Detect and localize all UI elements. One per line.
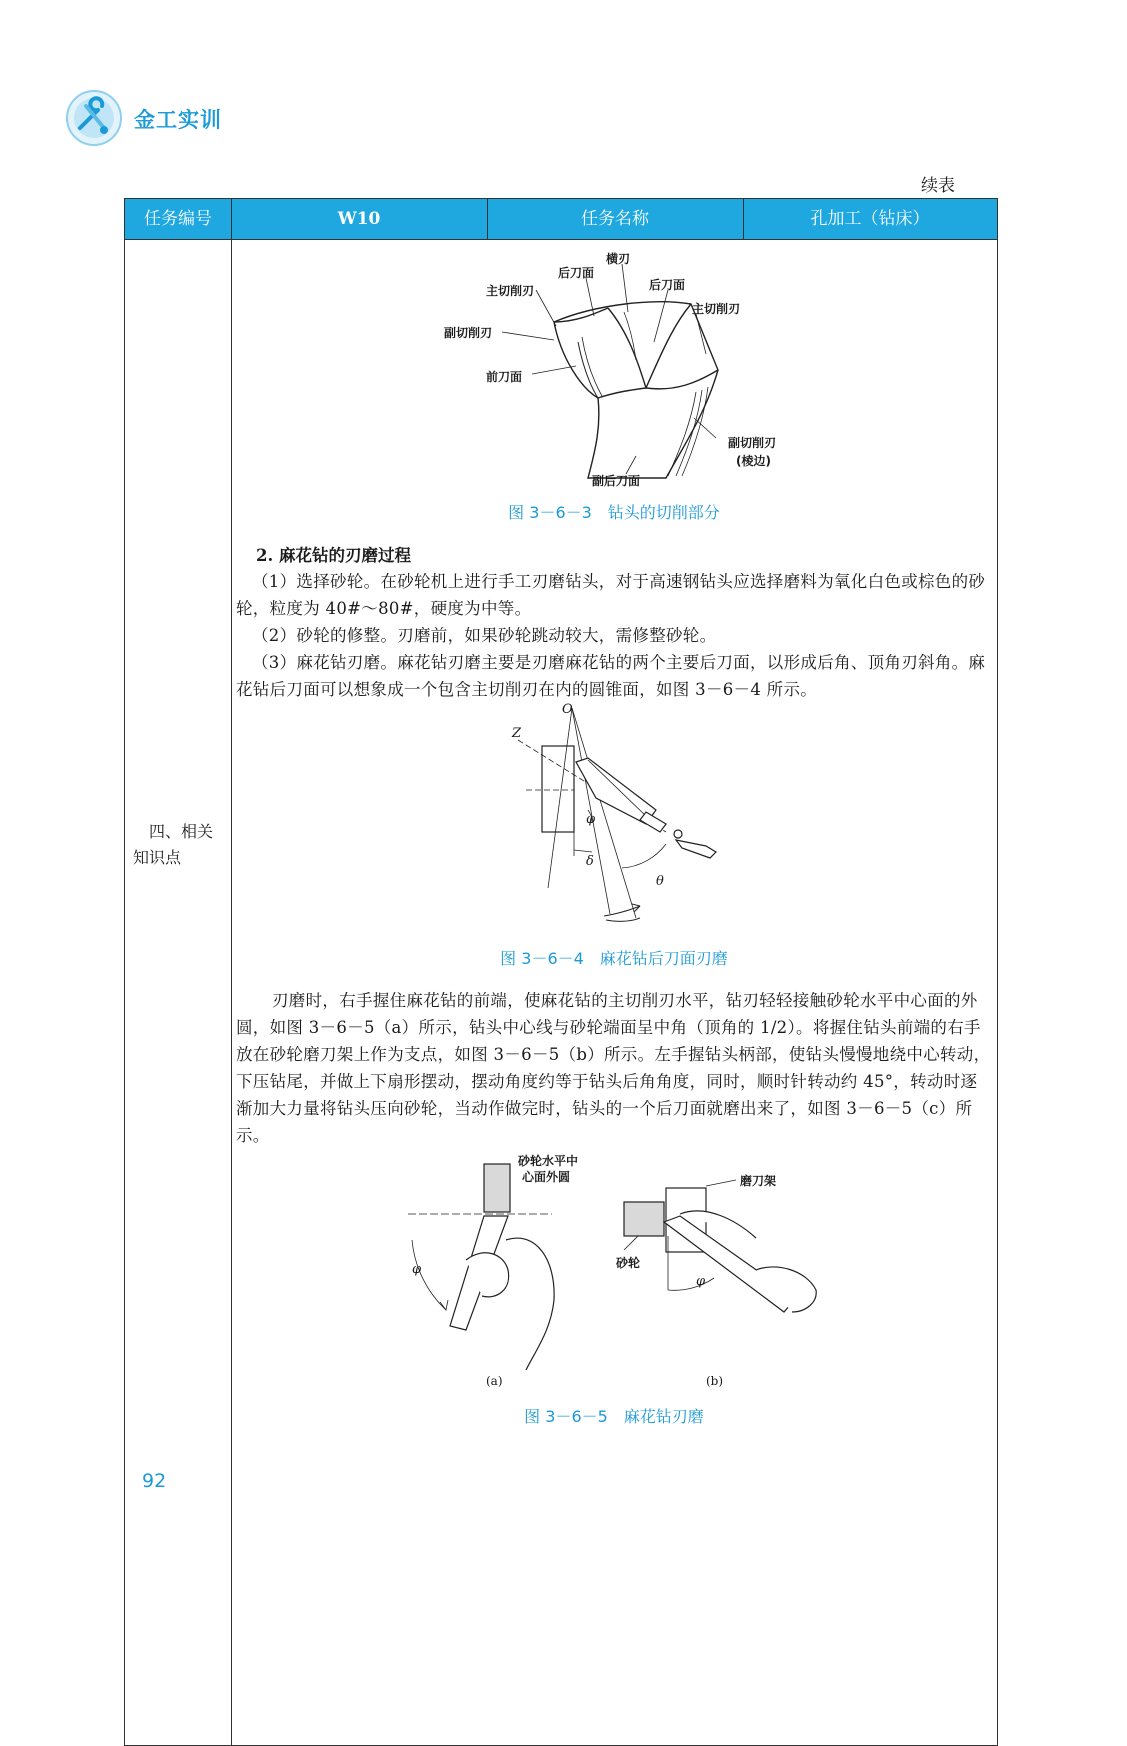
subfigure-label-a: (a) <box>486 1374 503 1388</box>
header-task-number-label: 任务编号 <box>144 209 212 229</box>
figure-caption: 图 3－6－5 麻花钻刃磨 <box>524 1407 704 1426</box>
label-minor-edge-right: 副切削刃 <box>728 436 777 450</box>
column-divider <box>487 199 488 239</box>
label-cross-edge: 横刃 <box>606 252 631 266</box>
drill-grinding-illustration <box>236 1150 992 1400</box>
symbol-theta: θ <box>656 874 664 889</box>
symbol-phi-b: φ <box>696 1274 706 1289</box>
header-divider <box>125 239 997 240</box>
figure-caption: 图 3－6－4 麻花钻后刀面刃磨 <box>500 949 728 968</box>
paragraph: （1）选择砂轮。在砂轮机上进行手工刃磨钻头，对于高速钢钻头应选择磨料为氧化白色或棕色的砂轮，粒度为 40#～80#，硬度为中等。 <box>236 572 986 618</box>
header-task-number-value: W10 <box>337 209 381 229</box>
column-divider <box>743 199 744 239</box>
label-minor-edge-right-note: (棱边) <box>736 454 771 468</box>
symbol-phi: φ <box>586 812 596 827</box>
label-flank-right: 后刀面 <box>649 278 686 292</box>
table-header <box>125 199 997 239</box>
continued-label: 续表 <box>921 176 955 196</box>
drill-cutting-part-illustration <box>236 242 992 502</box>
paragraph: （2）砂轮的修整。刃磨前，如果砂轮跳动较大，需修整砂轮。 <box>252 626 717 645</box>
section-heading: 2. 麻花钻的刃磨过程 <box>256 546 411 565</box>
figure-drill-flank-grinding <box>236 700 992 972</box>
book-title: 金工实训 <box>134 108 222 132</box>
row-label <box>133 819 223 871</box>
label-main-edge-right: 主切削刃 <box>692 302 741 316</box>
paragraph: 刃磨时，右手握住麻花钻的前端，使麻花钻的主切削刃水平，钻刃轻轻接触砂轮水平中心面的外圆，如图 3－6－5（a）所示，钻头中心线与砂轮端面呈中角（顶角的 1/2）。将握住钻头前端的右手放在砂轮磨刀架上作为支点，如图 3－6－5（b）所示。左手握钻头柄部，使钻头慢慢地绕中心转动，下压钻尾，并做上下扇形摆动，摆动角度约等于钻头后角角度，同时，顺时针转动约 45°，转动时逐渐加大力量将钻头压向砂轮，当动作做完时，钻头的一个后刀面就磨出来了，如图 3－6－5（c）所示。 <box>236 991 991 1145</box>
label-flank-left: 后刀面 <box>558 266 595 280</box>
paragraph: （3）麻花钻刃磨。麻花钻刃磨主要是刃磨麻花钻的两个主要后刀面，以形成后角、顶角刃斜角。麻花钻后刀面可以想象成一个包含主切削刃在内的圆锥面，如图 3－6－4 所示。 <box>236 653 986 699</box>
row-label-line: 知识点 <box>133 848 182 867</box>
row-label-line: 四、相关 <box>149 822 214 841</box>
symbol-o: O <box>562 702 573 717</box>
label-minor-edge-left: 副切削刃 <box>444 326 493 340</box>
flank-grinding-illustration <box>236 700 992 940</box>
symbol-delta: δ <box>586 854 594 869</box>
label-tool-rest: 磨刀架 <box>740 1174 777 1188</box>
label-minor-flank: 副后刀面 <box>592 474 641 488</box>
label-wheel-center-line1: 砂轮水平中 <box>518 1154 579 1168</box>
wrench-gear-icon <box>64 88 124 148</box>
header-task-name-value: 孔加工（钻床） <box>810 209 930 229</box>
label-wheel-center-line2: 心面外圆 <box>522 1170 571 1184</box>
column-divider <box>231 199 232 1745</box>
figure-drill-cutting-part <box>236 242 992 527</box>
book-logo <box>64 88 124 148</box>
label-rake-face: 前刀面 <box>486 370 523 384</box>
header-task-name-label: 任务名称 <box>581 209 649 229</box>
symbol-phi-a: φ <box>412 1262 422 1277</box>
page-number: 92 <box>142 1470 167 1492</box>
figure-caption: 图 3－6－3 钻头的切削部分 <box>508 503 720 522</box>
symbol-z: Z <box>512 726 522 741</box>
figure-drill-grinding <box>236 1150 992 1430</box>
label-main-edge-left: 主切削刃 <box>486 284 535 298</box>
label-grinding-wheel: 砂轮 <box>616 1256 641 1270</box>
subfigure-label-b: (b) <box>706 1374 724 1388</box>
